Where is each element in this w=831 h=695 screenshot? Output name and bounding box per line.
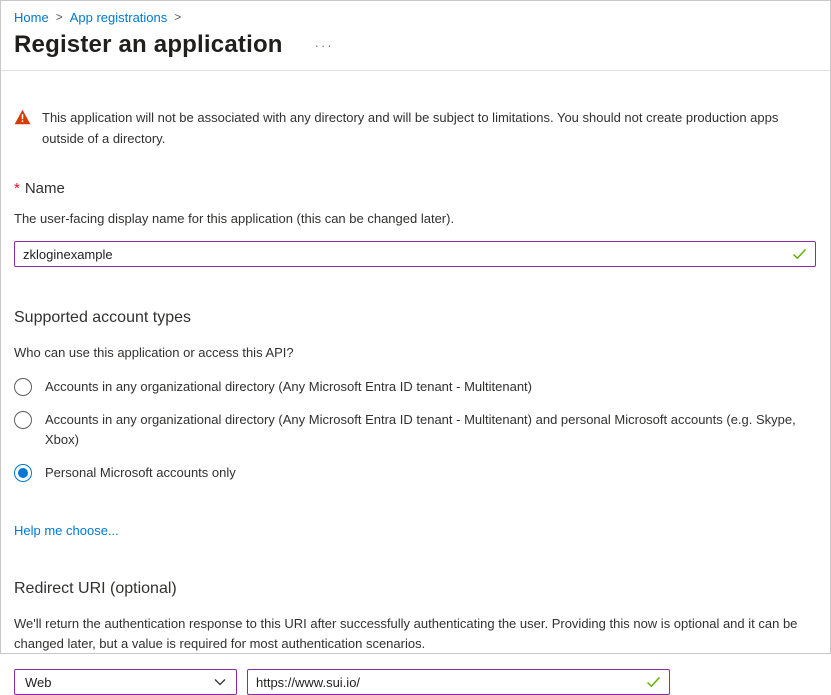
radio-option-label: Accounts in any organizational directory (Any Microsoft Entra ID tenant - Multitenant) [45, 379, 532, 394]
breadcrumb-separator-icon: > [174, 9, 182, 24]
redirect-uri-description: We'll return the authentication response to this URI after successfully authenticating the user. Providing this now is optional and it can be changed later, but a value is required for most authentication scenarios. [14, 616, 798, 651]
account-types-radio-group [14, 377, 816, 483]
breadcrumb [14, 1, 816, 25]
name-label-text: Name [24, 180, 65, 197]
warning-triangle-icon [14, 109, 31, 149]
valid-checkmark-icon [646, 676, 661, 688]
supported-account-types-heading: Supported account types [14, 309, 192, 326]
help-me-choose-link[interactable]: Help me choose... [14, 523, 119, 538]
context-menu-ellipsis-icon[interactable]: ··· [314, 37, 334, 53]
header-divider [1, 70, 830, 71]
radio-button-icon[interactable] [14, 378, 32, 396]
radio-option-multitenant-personal[interactable] [14, 410, 816, 450]
radio-option-personal-only[interactable] [14, 463, 816, 483]
warning-banner [14, 107, 816, 149]
radio-option-label: Accounts in any organizational directory (Any Microsoft Entra ID tenant - Multitenant) and personal Microsoft accounts (e.g. Skype, Xbox) [45, 412, 796, 447]
name-field-label [14, 180, 816, 197]
chevron-down-icon [214, 678, 226, 686]
title-row [14, 31, 816, 59]
radio-option-label: Personal Microsoft accounts only [45, 465, 236, 480]
valid-checkmark-icon [792, 248, 807, 260]
required-asterisk: * [14, 180, 20, 197]
breadcrumb-home-link[interactable]: Home [14, 10, 49, 25]
platform-select-dropdown[interactable] [14, 669, 237, 695]
uri-input-wrap [247, 669, 670, 695]
name-input-wrap [14, 241, 816, 267]
page-title: Register an application [14, 31, 283, 58]
warning-text: This application will not be associated with any directory and will be subject to limitations. You should not create production apps outside of a directory. [42, 110, 779, 146]
radio-option-multitenant[interactable] [14, 377, 816, 397]
app-name-input[interactable] [14, 241, 816, 267]
name-field-description: The user-facing display name for this application (this can be changed later). [14, 211, 455, 226]
breadcrumb-separator-icon: > [55, 9, 63, 24]
radio-button-icon[interactable] [14, 464, 32, 482]
redirect-uri-heading: Redirect URI (optional) [14, 580, 177, 597]
breadcrumb-app-registrations-link[interactable]: App registrations [69, 10, 168, 25]
redirect-uri-input[interactable] [247, 669, 670, 695]
radio-button-icon[interactable] [14, 411, 32, 429]
redirect-uri-row [14, 669, 816, 695]
account-types-question: Who can use this application or access this API? [14, 345, 294, 360]
platform-selected-value: Web [25, 674, 52, 690]
